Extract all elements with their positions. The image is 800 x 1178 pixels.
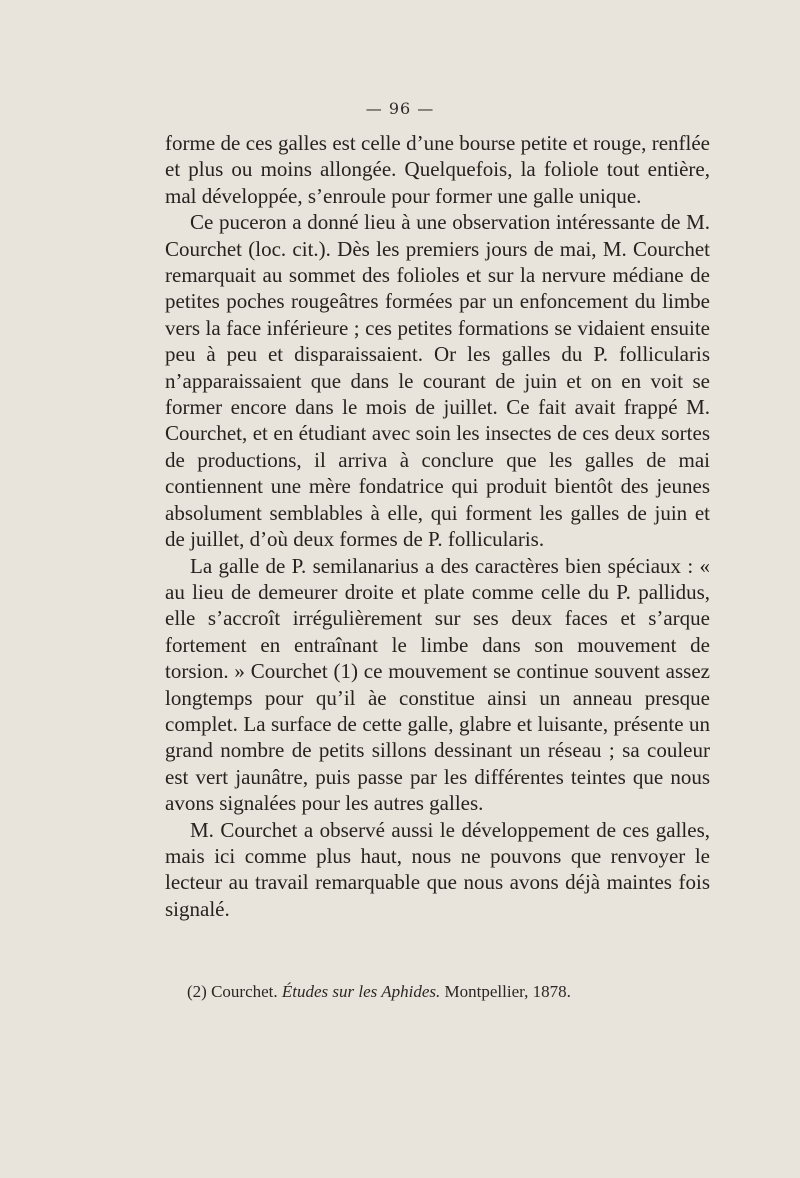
- paragraph-1: forme de ces galles est celle d’une bourse petite et rouge, renflée et plus ou moins allongée. Quelquefois, la foliole tout entière, mal développée, s’enroule pour former une galle unique.: [165, 131, 710, 208]
- footnote-place-year: Montpellier, 1878.: [444, 982, 571, 1001]
- body-text: [165, 130, 710, 922]
- paragraph-3: La galle de P. semilanarius a des caractères bien spéciaux : « au lieu de demeurer droite et plate comme celle du P. pallidus, elle s’accroît irrégulièrement sur ses deux faces et s’arque fortement en entraînant le limbe dans son mouvement de torsion. » Courchet (1) ce mouvement se continue souvent assez longtemps pour qu’il àe constitue ainsi un anneau presque complet. La surface de cette galle, glabre et luisante, présente un grand nombre de petits sillons dessinant un réseau ; sa couleur est vert jaunâtre, puis passe par les différentes teintes que nous avons signalées pour les autres galles.: [165, 553, 710, 816]
- footnote-title: Études sur les Aphides.: [281, 982, 441, 1001]
- footnote: [187, 982, 687, 1002]
- page-number-header: — 96 —: [365, 99, 435, 118]
- paragraph-4: M. Courchet a observé aussi le développement de ces galles, mais ici comme plus haut, nous ne pouvons que renvoyer le lecteur au travail remarquable que nous avons déjà maintes fois signalé.: [165, 817, 710, 921]
- footnote-author: Courchet.: [211, 982, 278, 1001]
- paragraph-2: Ce puceron a donné lieu à une observation intéressante de M. Courchet (loc. cit.). Dès les premiers jours de mai, M. Courchet remarquait au sommet des folioles et sur la nervure médiane de petites poches rougeâtres formées par un enfoncement du limbe vers la face inférieure ; ces petites formations se vidaient ensuite peu à peu et disparaissaient. Or les galles du P. follicularis n’apparaissaient que dans le courant de juin et on en voit se former encore dans le mois de juillet. Ce fait avait frappé M. Courchet, et en étudiant avec soin les insectes de ces deux sortes de productions, il arriva à conclure que les galles de mai contiennent une mère fondatrice qui produit bientôt des jeunes absolument semblables à elle, qui forment les galles de juin et de juillet, d’où deux formes de P. follicularis.: [165, 210, 710, 552]
- footnote-marker: (2): [187, 982, 207, 1001]
